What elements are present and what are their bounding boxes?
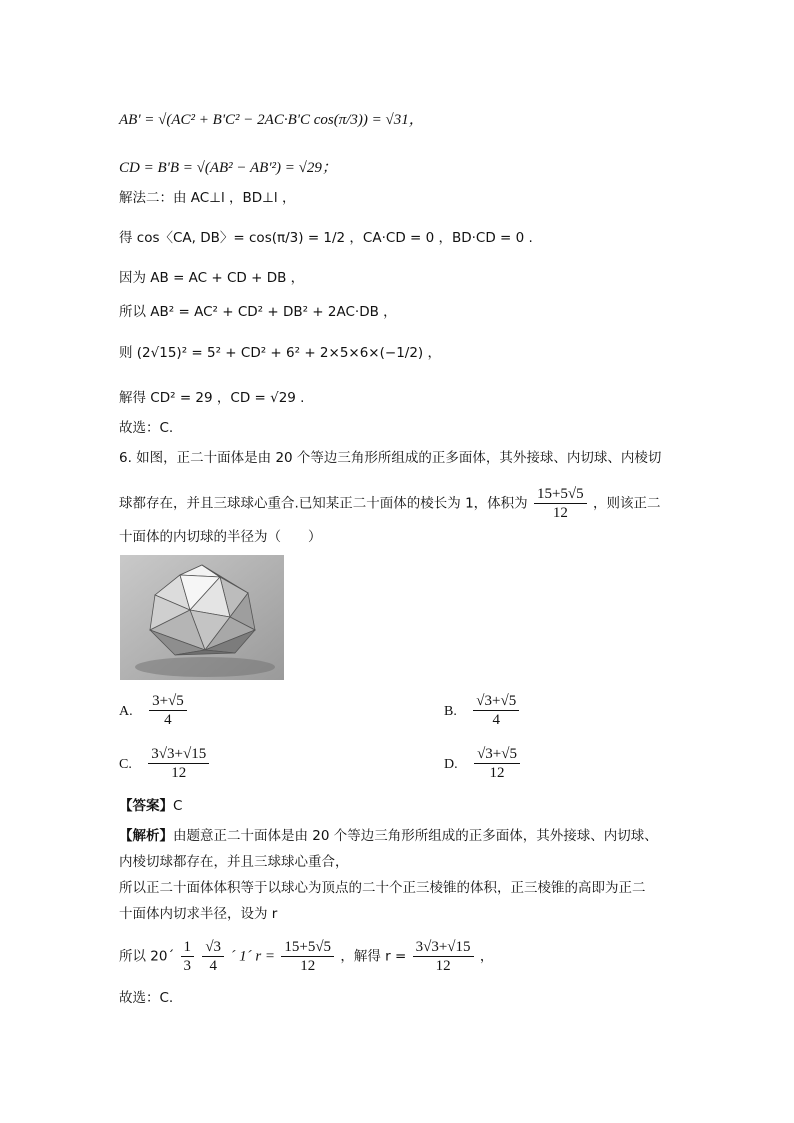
solution-line-vector-sum: 因为 AB = AC + CD + DB ，	[119, 270, 305, 286]
analysis-text-5c: ，解得 r =	[340, 948, 407, 965]
option-d-numerator: √3+√5	[474, 745, 520, 764]
analysis-line-6: 故选：C.	[119, 990, 174, 1006]
question-line-2	[119, 485, 660, 522]
option-b-fraction	[473, 692, 519, 729]
analysis-line-1	[119, 826, 658, 846]
solution-line-substitute: 则 (2√15)² = 5² + CD² + 6² + 2×5×6×(−1/2) ，	[119, 345, 441, 361]
answer-value: C	[173, 798, 183, 814]
fraction-one-third-den: 3	[183, 958, 192, 974]
solution-line-cos: 得 cos〈CA, DB〉= cos(π/3) = 1/2 ，CA·CD = 0 ，BD·CD = 0 .	[119, 230, 533, 246]
volume-numerator: 15+5√5	[534, 485, 587, 504]
volume-denominator: 12	[552, 505, 568, 521]
analysis-line-4: 十面体内切求半径，设为 r	[119, 906, 278, 922]
question-line-2-text: 球都存在，并且三球球心重合.已知某正二十面体的棱长为 1，体积为	[119, 495, 528, 512]
solution-line-choose: 故选：C.	[119, 420, 174, 436]
solution-line-square: 所以 AB² = AC² + CD² + DB² + 2AC·DB ，	[119, 304, 397, 320]
fraction-volume-num: 15+5√5	[281, 938, 334, 957]
question-line-3: 十面体的内切球的半径为（ ）	[119, 529, 322, 545]
option-c-denominator: 12	[171, 765, 187, 781]
answer-tag: 【答案】	[119, 798, 173, 814]
option-d-label: D.	[444, 756, 458, 772]
analysis-text-5b: ´ 1´ r =	[230, 948, 276, 965]
option-d-denominator: 12	[489, 765, 505, 781]
fraction-volume	[281, 938, 334, 975]
option-d[interactable]	[444, 745, 522, 782]
option-a-denominator: 4	[164, 712, 172, 728]
fraction-root3-over4-den: 4	[209, 958, 217, 974]
option-a[interactable]	[119, 692, 189, 729]
analysis-line-5	[119, 938, 493, 975]
option-b-label: B.	[444, 703, 457, 719]
solution-method-two: 解法二：由 AC⊥l ，BD⊥l ，	[119, 190, 296, 206]
fraction-volume-den: 12	[300, 958, 316, 974]
fraction-radius-num: 3√3+√15	[413, 938, 474, 957]
fraction-root3-over4	[202, 938, 224, 975]
fraction-radius-den: 12	[435, 958, 451, 974]
answer-line	[119, 796, 182, 816]
option-a-label: A.	[119, 703, 133, 719]
analysis-tag: 【解析】	[119, 828, 173, 844]
fraction-radius	[413, 938, 474, 975]
analysis-text-5d: ，	[479, 948, 494, 965]
option-c-numerator: 3√3+√15	[148, 745, 209, 764]
solution-line-ab-prime: AB' = √(AC² + B'C² − 2AC·B'C cos(π/3)) = √31，	[119, 112, 424, 128]
fraction-one-third-num: 1	[181, 938, 195, 957]
fraction-one-third	[181, 938, 195, 975]
solution-line-result: 解得 CD² = 29 ，CD = √29 .	[119, 390, 305, 406]
analysis-line-3: 所以正二十面体体积等于以球心为顶点的二十个正三棱锥的体积，正三棱锥的高即为正二	[119, 880, 646, 896]
fraction-root3-over4-num: √3	[202, 938, 224, 957]
option-b-numerator: √3+√5	[473, 692, 519, 711]
analysis-line-2: 内棱切球都存在，并且三球球心重合，	[119, 854, 349, 870]
option-c[interactable]	[119, 745, 211, 782]
analysis-text-1: 由题意正二十面体是由 20 个等边三角形所组成的正多面体，其外接球、内切球、	[173, 828, 658, 844]
option-a-numerator: 3+√5	[149, 692, 187, 711]
option-a-fraction	[149, 692, 187, 729]
volume-fraction	[534, 485, 587, 522]
question-line-2-tail: ，则该正二	[592, 495, 661, 512]
solution-line-cd: CD = B'B = √(AB² − AB'²) = √29；	[119, 160, 337, 176]
icosahedron-image	[120, 555, 284, 680]
option-c-label: C.	[119, 756, 132, 772]
option-b-denominator: 4	[492, 712, 501, 728]
option-d-fraction	[474, 745, 520, 782]
question-line-1: 6. 如图，正二十面体是由 20 个等边三角形所组成的正多面体，其外接球、内切球、内棱切	[119, 450, 662, 466]
analysis-text-5a: 所以 20´	[119, 948, 175, 965]
option-c-fraction	[148, 745, 209, 782]
option-b[interactable]	[444, 692, 521, 729]
